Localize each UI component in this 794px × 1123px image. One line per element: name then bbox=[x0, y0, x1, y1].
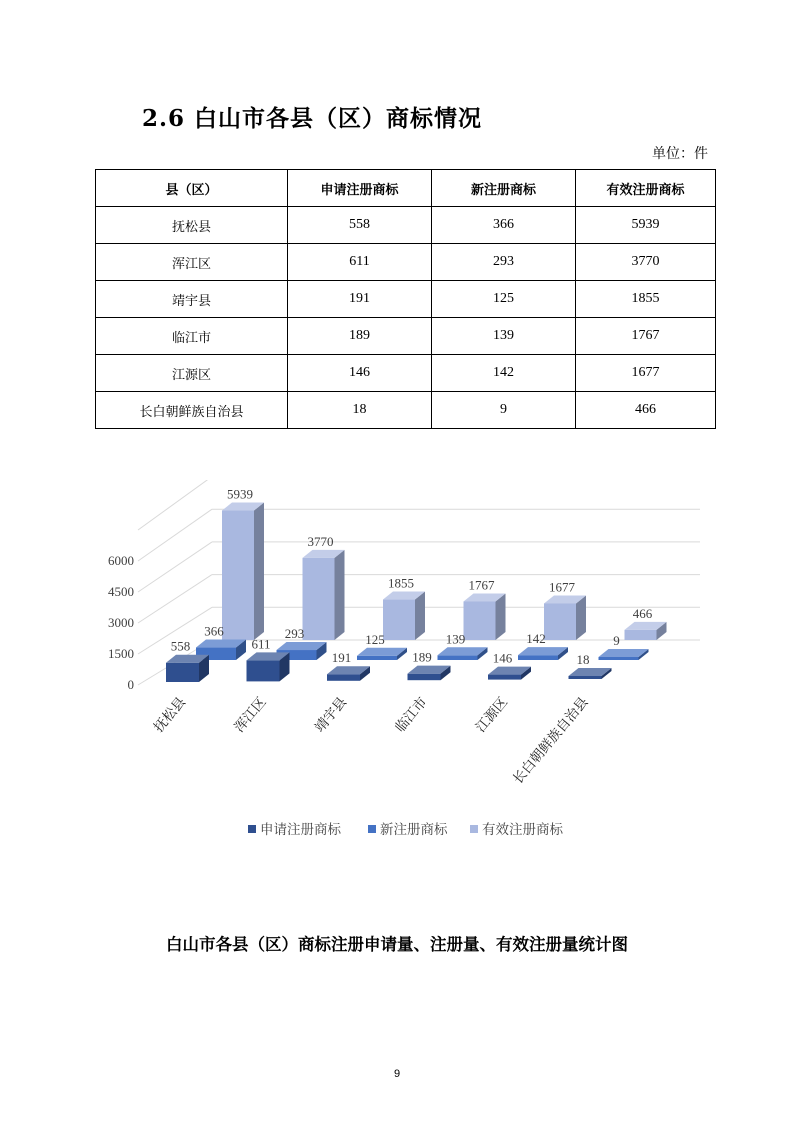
page-number: 9 bbox=[393, 1068, 401, 1080]
bar-front-0 bbox=[488, 675, 521, 680]
cell-applied: 558 bbox=[288, 207, 432, 244]
bar-front-2 bbox=[625, 630, 657, 640]
bar-front-2 bbox=[303, 558, 335, 640]
section-heading: 2.6 白山市各县（区）商标情况 bbox=[142, 105, 483, 132]
cell-new: 139 bbox=[432, 318, 576, 355]
cell-applied: 18 bbox=[288, 392, 432, 429]
gridline-depth bbox=[138, 575, 212, 623]
bar-front-2 bbox=[544, 603, 576, 640]
unit-label: 单位：件 bbox=[652, 146, 708, 162]
chart-caption: 白山市各县（区）商标注册申请量、注册量、有效注册量统计图 bbox=[166, 935, 628, 954]
table-row bbox=[96, 281, 716, 318]
cell-county: 靖宇县 bbox=[96, 281, 288, 318]
bar-front-0 bbox=[166, 663, 199, 682]
bar-front-2 bbox=[222, 511, 254, 640]
legend-swatch bbox=[368, 825, 376, 833]
legend-swatch bbox=[470, 825, 478, 833]
data-label: 611 bbox=[251, 636, 271, 652]
cell-valid: 1677 bbox=[576, 355, 716, 392]
header-county: 县（区） bbox=[96, 170, 288, 207]
data-label: 5939 bbox=[227, 486, 253, 502]
bar-front-1 bbox=[518, 655, 558, 660]
bar-front-0 bbox=[408, 674, 441, 681]
cell-applied: 191 bbox=[288, 281, 432, 318]
y-tick-label: 3000 bbox=[108, 615, 134, 630]
bar-front-0 bbox=[569, 676, 602, 679]
header-valid: 有效注册商标 bbox=[576, 170, 716, 207]
cell-valid: 5939 bbox=[576, 207, 716, 244]
bar-side-2 bbox=[335, 550, 345, 640]
data-label: 191 bbox=[331, 650, 352, 666]
legend-label: 申请注册商标 bbox=[260, 822, 341, 838]
cell-valid: 466 bbox=[576, 392, 716, 429]
legend-label: 有效注册商标 bbox=[482, 822, 563, 838]
legend-label: 新注册商标 bbox=[380, 822, 448, 838]
data-label: 366 bbox=[204, 623, 224, 639]
category-label: 长白朝鲜族自治县 bbox=[509, 694, 592, 788]
bar-front-0 bbox=[247, 660, 280, 681]
gridline-depth bbox=[138, 542, 212, 592]
category-label: 临江市 bbox=[392, 694, 431, 736]
bar-front-0 bbox=[327, 674, 360, 681]
table-row bbox=[96, 207, 716, 244]
y-tick-label: 0 bbox=[127, 677, 134, 692]
data-label: 466 bbox=[632, 605, 653, 621]
bar-side-2 bbox=[254, 503, 264, 640]
header-new: 新注册商标 bbox=[432, 170, 576, 207]
cell-applied: 611 bbox=[288, 244, 432, 281]
data-label: 189 bbox=[412, 649, 432, 665]
bar-front-2 bbox=[464, 601, 496, 640]
cell-county: 浑江区 bbox=[96, 244, 288, 281]
cell-new: 366 bbox=[432, 207, 576, 244]
cell-new: 9 bbox=[432, 392, 576, 429]
y-tick-label: 4500 bbox=[108, 584, 134, 599]
data-label: 558 bbox=[170, 638, 191, 654]
trademark-3d-bar-chart bbox=[0, 480, 794, 860]
data-label: 1677 bbox=[549, 579, 575, 595]
category-label: 江源区 bbox=[472, 694, 512, 736]
bar-front-2 bbox=[383, 600, 415, 640]
data-label: 146 bbox=[492, 650, 513, 666]
gridline-depth bbox=[138, 509, 212, 561]
y-tick-label: 1500 bbox=[108, 646, 134, 661]
bar-side-2 bbox=[415, 592, 425, 640]
trademark-table bbox=[95, 169, 716, 429]
cell-new: 125 bbox=[432, 281, 576, 318]
bar-front-1 bbox=[599, 657, 639, 660]
table-header-row bbox=[96, 170, 716, 207]
data-label: 293 bbox=[284, 626, 305, 642]
table-row bbox=[96, 355, 716, 392]
data-label: 1767 bbox=[468, 577, 495, 593]
bar-front-1 bbox=[357, 656, 397, 660]
cell-new: 142 bbox=[432, 355, 576, 392]
cell-valid: 1767 bbox=[576, 318, 716, 355]
data-label: 9 bbox=[613, 633, 620, 648]
legend-swatch bbox=[248, 825, 256, 833]
data-label: 3770 bbox=[307, 533, 334, 549]
data-label: 139 bbox=[445, 631, 466, 647]
bar-front-1 bbox=[438, 655, 478, 660]
bar-side-2 bbox=[496, 593, 506, 640]
cell-county: 长白朝鲜族自治县 bbox=[96, 392, 288, 429]
header-applied: 申请注册商标 bbox=[288, 170, 432, 207]
cell-county: 抚松县 bbox=[96, 207, 288, 244]
cell-applied: 146 bbox=[288, 355, 432, 392]
table-row bbox=[96, 244, 716, 281]
category-label: 浑江区 bbox=[231, 694, 270, 736]
cell-county: 江源区 bbox=[96, 355, 288, 392]
data-label: 125 bbox=[365, 631, 385, 647]
gridline-depth bbox=[138, 480, 212, 530]
cell-valid: 1855 bbox=[576, 281, 716, 318]
data-label: 142 bbox=[526, 631, 546, 647]
cell-new: 293 bbox=[432, 244, 576, 281]
cell-applied: 189 bbox=[288, 318, 432, 355]
data-label: 1855 bbox=[388, 575, 414, 591]
y-tick-label: 6000 bbox=[108, 553, 134, 568]
cell-valid: 3770 bbox=[576, 244, 716, 281]
category-label: 抚松县 bbox=[150, 694, 190, 736]
data-label: 18 bbox=[576, 652, 590, 667]
table-row bbox=[96, 392, 716, 429]
cell-county: 临江市 bbox=[96, 318, 288, 355]
table-row bbox=[96, 318, 716, 355]
category-label: 靖宇县 bbox=[311, 694, 351, 736]
